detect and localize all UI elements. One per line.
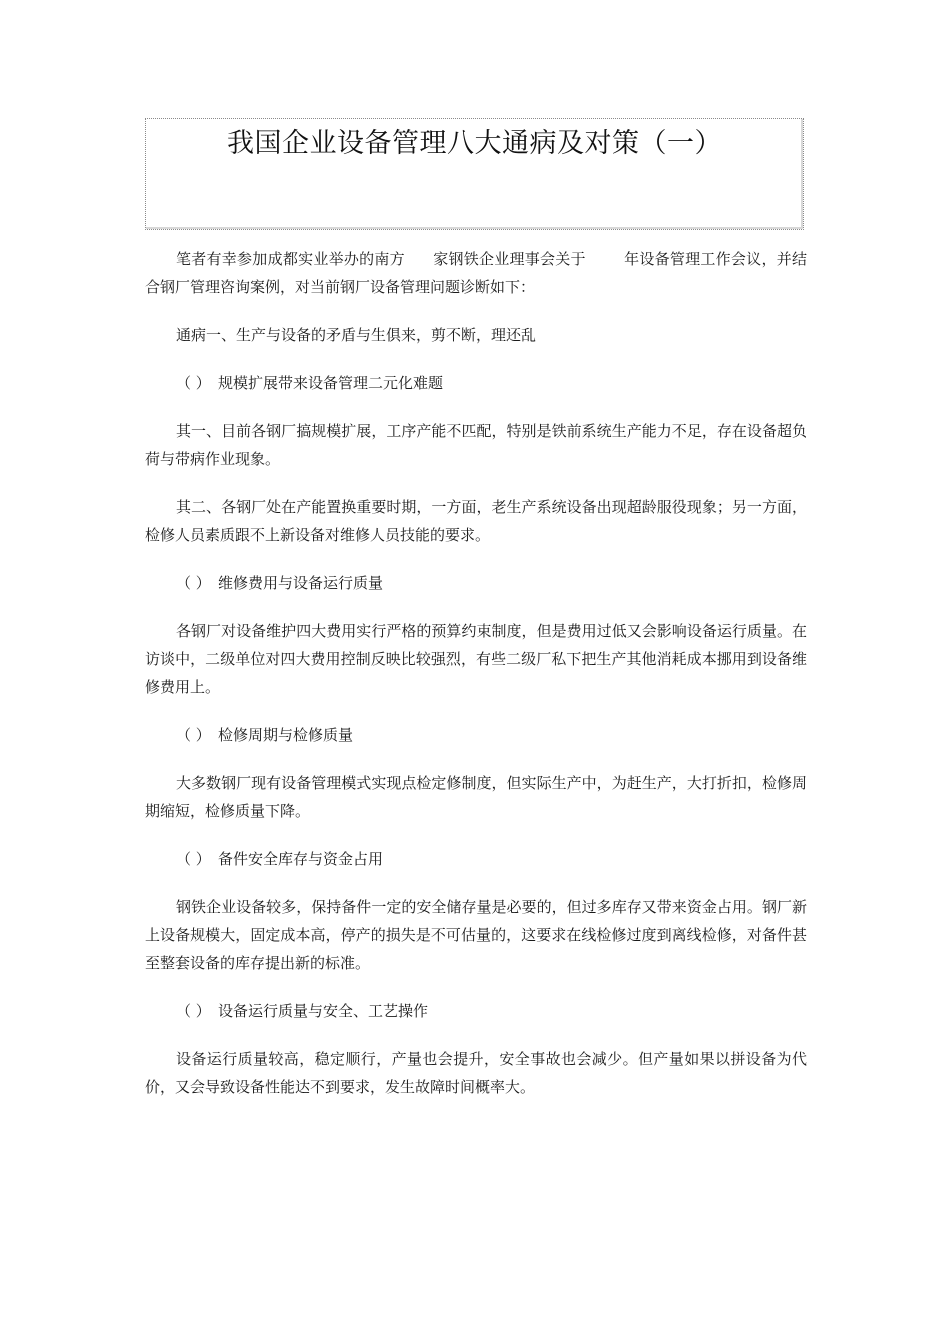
intro-part-3: 年设备管理工作会议，并结合钢厂管理咨询案例，对当前钢厂设备管理问题诊断如下： [145,250,807,296]
section-heading: 通病一、生产与设备的矛盾与生俱来，剪不断，理还乱 [176,326,537,344]
subsection-title: 设备运行质量与安全、工艺操作 [218,1002,429,1020]
document-title: 我国企业设备管理八大通病及对策（一） [227,128,722,159]
intro-paragraph [145,245,807,301]
subsection-heading [145,369,807,397]
body-paragraph: 其一、目前各钢厂搞规模扩展，工序产能不匹配，特别是铁前系统生产能力不足，存在设备超负荷与带病作业现象。 [145,422,807,468]
body-paragraph: 大多数钢厂现有设备管理模式实现点检定修制度，但实际生产中，为赶生产，大打折扣，检修周期缩短，检修质量下降。 [145,774,807,820]
subsection-title: 备件安全库存与资金占用 [218,850,384,868]
subsection-heading [145,569,807,597]
subsection-heading [145,721,807,749]
content-blocks [145,321,807,1101]
intro-part-2: 家钢铁企业理事会关于 [432,250,586,268]
document-body [145,245,807,1121]
subsection-title: 维修费用与设备运行质量 [218,574,384,592]
body-paragraph: 设备运行质量较高，稳定顺行，产量也会提升，安全事故也会减少。但产量如果以拼设备为代价，又会导致设备性能达不到要求，发生故障时间概率大。 [145,1050,807,1096]
subsection-number: （ ） [176,1002,211,1020]
subsection-number: （ ） [176,726,211,744]
subsection-title: 检修周期与检修质量 [218,726,354,744]
subsection-title: 规模扩展带来设备管理二元化难题 [218,374,444,392]
subsection-number: （ ） [176,374,211,392]
body-paragraph: 各钢厂对设备维护四大费用实行严格的预算约束制度，但是费用过低又会影响设备运行质量。在访谈中，二级单位对四大费用控制反映比较强烈，有些二级厂私下把生产其他消耗成本挪用到设备维修费用上。 [145,622,807,696]
subsection-number: （ ） [176,850,211,868]
subsection-heading [145,845,807,873]
body-paragraph: 其二、各钢厂处在产能置换重要时期，一方面，老生产系统设备出现超龄服役现象；另一方面，检修人员素质跟不上新设备对维修人员技能的要求。 [145,498,807,544]
intro-part-1: 笔者有幸参加成都实业举办的南方 [176,250,405,268]
subsection-number: （ ） [176,574,211,592]
subsection-heading [145,997,807,1025]
body-paragraph: 钢铁企业设备较多，保持备件一定的安全储存量是必要的，但过多库存又带来资金占用。钢厂新上设备规模大，固定成本高，停产的损失是不可估量的，这要求在线检修过度到离线检修，对备件甚至整套设备的库存提出新的标准。 [145,898,807,972]
title-box [145,118,804,230]
